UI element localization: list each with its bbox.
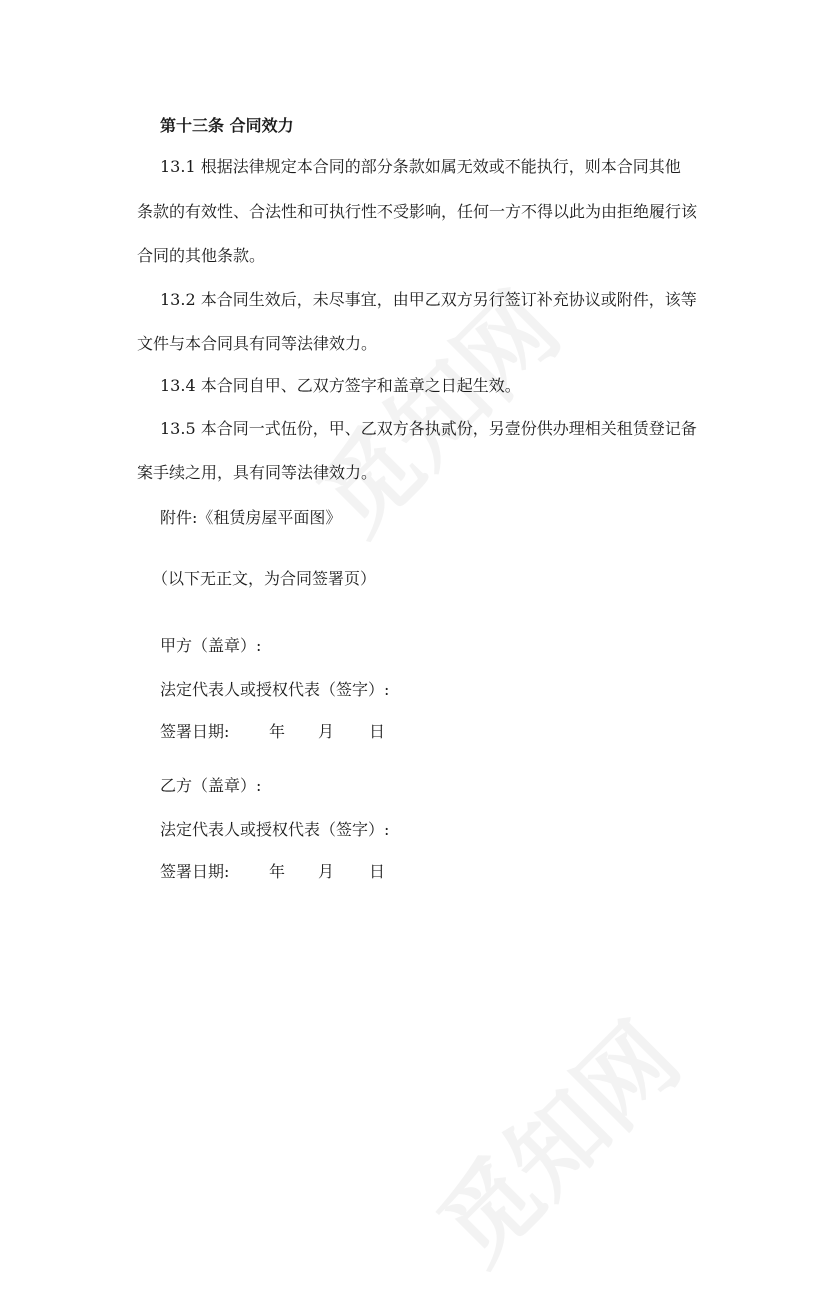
party-a-seal: 甲方（盖章）: <box>160 636 262 655</box>
clause-13-5-line-2: 案手续之用，具有同等法律效力。 <box>137 463 378 482</box>
clause-13-5-line-1: 13.5 本合同一式伍份，甲、乙双方各执贰份，另壹份供办理相关租赁登记备 <box>160 419 697 438</box>
party-a-date-label: 签署日期: <box>160 722 230 741</box>
party-a-month: 月 <box>318 722 335 741</box>
party-a-year: 年 <box>269 722 286 741</box>
party-a-day: 日 <box>369 722 386 741</box>
party-b-date-row <box>160 862 400 882</box>
watermark-bottom <box>404 988 705 1289</box>
party-a-representative: 法定代表人或授权代表（签字）: <box>160 680 390 699</box>
clause-13-1-line-2: 条款的有效性、合法性和可执行性不受影响，任何一方不得以此为由拒绝履行该 <box>137 202 698 221</box>
clause-13-2-line-2: 文件与本合同具有同等法律效力。 <box>137 334 378 353</box>
clause-13-2-line-1: 13.2 本合同生效后，未尽事宜，由甲乙双方另行签订补充协议或附件，该等 <box>160 290 697 309</box>
article-heading: 第十三条 合同效力 <box>160 116 294 135</box>
party-b-month: 月 <box>318 862 335 881</box>
clause-13-1-line-1: 13.1 根据法律规定本合同的部分条款如属无效或不能执行，则本合同其他 <box>160 157 681 176</box>
party-a-date-row <box>160 722 400 742</box>
party-b-representative: 法定代表人或授权代表（签字）: <box>160 820 390 839</box>
clause-13-1-line-3: 合同的其他条款。 <box>137 246 266 265</box>
clause-13-4: 13.4 本合同自甲、乙双方签字和盖章之日起生效。 <box>160 376 521 395</box>
party-b-year: 年 <box>269 862 286 881</box>
party-b-date-label: 签署日期: <box>160 862 230 881</box>
party-b-day: 日 <box>369 862 386 881</box>
attachment-line: 附件:《租赁房屋平面图》 <box>160 508 342 527</box>
party-b-seal: 乙方（盖章）: <box>160 776 262 795</box>
no-text-note: （以下无正文，为合同签署页） <box>152 569 377 588</box>
